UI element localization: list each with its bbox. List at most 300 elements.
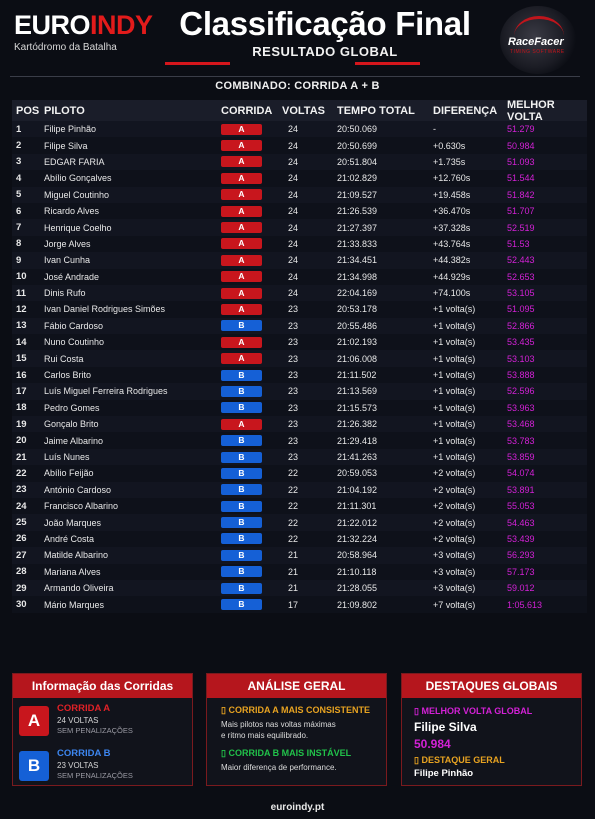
table-row bbox=[12, 531, 587, 547]
logo-euro-text: EURO bbox=[14, 10, 91, 40]
cell-voltas: 23 bbox=[288, 386, 299, 397]
table-body bbox=[12, 121, 587, 613]
cell-corrida bbox=[221, 238, 279, 249]
cell-melhor-volta: 52.866 bbox=[507, 320, 535, 331]
table-header bbox=[12, 100, 587, 121]
cell-pos: 23 bbox=[16, 484, 27, 496]
cell-corrida bbox=[221, 550, 279, 561]
cell-voltas: 21 bbox=[288, 566, 299, 577]
cell-piloto: Armando Oliveira bbox=[44, 583, 114, 594]
cell-voltas: 23 bbox=[288, 304, 299, 315]
cell-diferenca: +1 volta(s) bbox=[433, 320, 476, 331]
cell-corrida bbox=[221, 566, 279, 577]
overall-title: DESTAQUE GERAL bbox=[421, 755, 505, 765]
race-badge: B bbox=[221, 320, 262, 331]
cell-tempo: 21:04.192 bbox=[337, 484, 378, 495]
overall-highlight bbox=[414, 755, 581, 779]
cell-tempo: 21:02.829 bbox=[337, 173, 378, 184]
cell-voltas: 22 bbox=[288, 533, 299, 544]
race-badge: B bbox=[221, 435, 262, 446]
cell-melhor-volta: 57.173 bbox=[507, 566, 535, 577]
table-row bbox=[12, 269, 587, 285]
cell-diferenca: +1 volta(s) bbox=[433, 337, 476, 348]
cell-diferenca: +36.470s bbox=[433, 206, 471, 217]
cell-voltas: 24 bbox=[288, 271, 299, 282]
race-b-badge: B bbox=[19, 751, 49, 781]
combined-label: COMBINADO: CORRIDA A + B bbox=[215, 80, 380, 92]
cell-piloto: João Marques bbox=[44, 517, 102, 528]
cell-melhor-volta: 51.707 bbox=[507, 206, 535, 217]
cell-tempo: 21:29.418 bbox=[337, 435, 378, 446]
cell-piloto: Abílio Feijão bbox=[44, 468, 94, 479]
cell-tempo: 21:32.224 bbox=[337, 533, 378, 544]
race-badge: A bbox=[221, 189, 262, 200]
race-badge: A bbox=[221, 140, 262, 151]
table-row bbox=[12, 514, 587, 530]
cell-voltas: 24 bbox=[288, 124, 299, 135]
table-row bbox=[12, 121, 587, 137]
cell-corrida bbox=[221, 583, 279, 594]
cell-corrida bbox=[221, 533, 279, 544]
cell-piloto: Luís Nunes bbox=[44, 452, 90, 462]
cell-diferenca: +1 volta(s) bbox=[433, 452, 476, 462]
results-table bbox=[12, 100, 587, 613]
race-badge: A bbox=[221, 156, 262, 167]
col-tempo: TEMPO TOTAL bbox=[337, 104, 415, 117]
cell-pos: 9 bbox=[16, 254, 22, 266]
cell-corrida bbox=[221, 370, 279, 381]
cell-voltas: 24 bbox=[288, 288, 299, 299]
cell-melhor-volta: 55.053 bbox=[507, 501, 535, 512]
cell-tempo: 20:58.964 bbox=[337, 550, 378, 561]
table-row bbox=[12, 219, 587, 235]
cell-tempo: 21:09.802 bbox=[337, 599, 378, 610]
header-divider bbox=[10, 76, 580, 77]
cell-voltas: 24 bbox=[288, 206, 299, 217]
cell-diferenca: +3 volta(s) bbox=[433, 566, 476, 577]
table-row bbox=[12, 416, 587, 432]
race-badge: B bbox=[221, 533, 262, 544]
cell-diferenca: +2 volta(s) bbox=[433, 501, 476, 512]
table-row bbox=[12, 547, 587, 563]
cell-melhor-volta: 53.439 bbox=[507, 533, 535, 544]
cell-melhor-volta: 53.888 bbox=[507, 370, 535, 381]
cell-voltas: 23 bbox=[288, 435, 299, 446]
cell-diferenca: +0.630s bbox=[433, 140, 466, 151]
cell-tempo: 21:34.998 bbox=[337, 271, 378, 282]
cell-diferenca: +12.760s bbox=[433, 173, 471, 184]
table-row bbox=[12, 154, 587, 170]
col-piloto: PILOTO bbox=[44, 104, 85, 117]
cell-piloto: Nuno Coutinho bbox=[44, 337, 105, 348]
cell-piloto: Miguel Coutinho bbox=[44, 189, 110, 200]
overall-driver: Filipe Pinhão bbox=[414, 768, 474, 779]
race-badge: B bbox=[221, 566, 262, 577]
cell-piloto: André Costa bbox=[44, 533, 95, 544]
cell-diferenca: - bbox=[433, 124, 436, 135]
cell-pos: 16 bbox=[16, 369, 27, 381]
race-badge: A bbox=[221, 222, 262, 233]
cell-diferenca: +1 volta(s) bbox=[433, 353, 476, 364]
race-badge: A bbox=[221, 288, 262, 299]
cell-voltas: 23 bbox=[288, 370, 299, 381]
cell-corrida bbox=[221, 124, 279, 135]
table-row bbox=[12, 400, 587, 416]
cell-pos: 3 bbox=[16, 156, 22, 168]
table-row bbox=[12, 482, 587, 498]
cell-piloto: Filipe Pinhão bbox=[44, 124, 97, 135]
star-icon: ▯ bbox=[414, 755, 422, 765]
analysis-b-text: Maior diferença de performance. bbox=[221, 763, 337, 772]
cell-pos: 4 bbox=[16, 172, 22, 184]
cell-voltas: 23 bbox=[288, 353, 299, 364]
cell-piloto: Pedro Gomes bbox=[44, 402, 100, 413]
cell-pos: 24 bbox=[16, 500, 27, 512]
cell-corrida bbox=[221, 337, 279, 348]
cell-tempo: 21:06.008 bbox=[337, 353, 378, 364]
race-a-laps: 24 VOLTAS bbox=[57, 716, 99, 725]
cell-diferenca: +1 volta(s) bbox=[433, 370, 476, 381]
race-badge: B bbox=[221, 402, 262, 413]
cell-piloto: Mariana Alves bbox=[44, 566, 101, 577]
cell-piloto: Ivan Daniel Rodrigues Simões bbox=[44, 304, 166, 315]
cell-voltas: 22 bbox=[288, 468, 299, 479]
cell-piloto: Abílio Gonçalves bbox=[44, 173, 112, 184]
cell-tempo: 21:02.193 bbox=[337, 337, 378, 348]
cell-tempo: 21:11.502 bbox=[337, 370, 377, 381]
chart-icon: ▯ bbox=[221, 748, 229, 758]
cell-corrida bbox=[221, 484, 279, 495]
table-row bbox=[12, 350, 587, 366]
cell-melhor-volta: 51.095 bbox=[507, 304, 535, 315]
cell-piloto: Jorge Alves bbox=[44, 238, 91, 249]
table-row bbox=[12, 203, 587, 219]
col-corrida: CORRIDA bbox=[221, 104, 273, 117]
analysis-item-b bbox=[221, 748, 386, 773]
cell-tempo: 21:10.118 bbox=[337, 566, 377, 577]
race-badge: A bbox=[221, 124, 262, 135]
col-melhor-volta: MELHOR VOLTA bbox=[507, 98, 555, 123]
cell-corrida bbox=[221, 189, 279, 200]
cell-diferenca: +2 volta(s) bbox=[433, 533, 476, 544]
cell-diferenca: +37.328s bbox=[433, 222, 471, 233]
table-row bbox=[12, 564, 587, 580]
cell-corrida bbox=[221, 271, 279, 282]
cell-tempo: 21:41.263 bbox=[337, 452, 378, 462]
cell-piloto: José Andrade bbox=[44, 271, 100, 282]
cell-melhor-volta: 51.842 bbox=[507, 189, 535, 200]
race-a-penalties: SEM PENALIZAÇÕES bbox=[57, 726, 133, 735]
table-row bbox=[12, 318, 587, 334]
race-badge: A bbox=[221, 419, 262, 430]
cell-pos: 26 bbox=[16, 533, 27, 545]
cell-melhor-volta: 53.783 bbox=[507, 435, 535, 446]
cell-corrida bbox=[221, 156, 279, 167]
cell-pos: 2 bbox=[16, 140, 22, 152]
race-badge: B bbox=[221, 550, 262, 561]
best-lap-title: MELHOR VOLTA GLOBAL bbox=[421, 706, 533, 716]
cell-diferenca: +2 volta(s) bbox=[433, 517, 476, 528]
cell-melhor-volta: 59.012 bbox=[507, 583, 535, 594]
cell-tempo: 20:53.178 bbox=[337, 304, 378, 315]
race-badge: B bbox=[221, 452, 262, 463]
cell-corrida bbox=[221, 353, 279, 364]
cell-melhor-volta: 53.859 bbox=[507, 452, 535, 462]
cell-corrida bbox=[221, 222, 279, 233]
cell-piloto: Rui Costa bbox=[44, 353, 84, 364]
cell-voltas: 24 bbox=[288, 255, 299, 266]
cell-melhor-volta: 52.596 bbox=[507, 386, 535, 397]
cell-voltas: 24 bbox=[288, 173, 299, 184]
cell-diferenca: +19.458s bbox=[433, 189, 471, 200]
cell-voltas: 21 bbox=[288, 583, 299, 594]
table-row bbox=[12, 465, 587, 481]
cell-pos: 15 bbox=[16, 353, 27, 365]
race-badge: B bbox=[221, 583, 262, 594]
cell-voltas: 24 bbox=[288, 238, 299, 249]
logo-indy-text: INDY bbox=[90, 10, 153, 40]
cell-corrida bbox=[221, 435, 279, 446]
col-pos: POS bbox=[16, 104, 40, 117]
cell-piloto: Mário Marques bbox=[44, 599, 105, 610]
race-badge: A bbox=[221, 238, 262, 249]
race-badge: B bbox=[221, 501, 262, 512]
cell-diferenca: +43.764s bbox=[433, 238, 471, 249]
cell-voltas: 24 bbox=[288, 156, 299, 167]
cell-melhor-volta: 53.435 bbox=[507, 337, 535, 348]
table-row bbox=[12, 383, 587, 399]
cell-tempo: 21:22.012 bbox=[337, 517, 378, 528]
cell-piloto: EDGAR FARIA bbox=[44, 156, 105, 167]
table-row bbox=[12, 301, 587, 317]
cell-tempo: 20:59.053 bbox=[337, 468, 378, 479]
cell-voltas: 22 bbox=[288, 501, 299, 512]
table-row bbox=[12, 236, 587, 252]
cell-pos: 25 bbox=[16, 517, 27, 529]
col-diferenca: DIFERENÇA bbox=[433, 104, 498, 117]
cell-pos: 29 bbox=[16, 582, 27, 594]
cell-corrida bbox=[221, 402, 279, 413]
title-accent-left bbox=[165, 62, 230, 65]
euroindy-logo bbox=[14, 10, 153, 53]
race-info-title: Informação das Corridas bbox=[13, 674, 192, 698]
cell-pos: 12 bbox=[16, 303, 27, 315]
table-row bbox=[12, 334, 587, 350]
cell-melhor-volta: 56.293 bbox=[507, 550, 535, 561]
cell-piloto: Jaime Albarino bbox=[44, 435, 104, 446]
cell-corrida bbox=[221, 206, 279, 217]
race-badge: A bbox=[221, 337, 262, 348]
cell-piloto: Fábio Cardoso bbox=[44, 320, 104, 331]
cell-corrida bbox=[221, 599, 279, 610]
cell-piloto: Henrique Coelho bbox=[44, 222, 112, 233]
cell-tempo: 22:04.169 bbox=[337, 288, 378, 299]
best-lap-time: 50.984 bbox=[414, 737, 451, 751]
cell-corrida bbox=[221, 419, 279, 430]
cell-pos: 20 bbox=[16, 435, 27, 447]
racefacer-logo bbox=[500, 6, 576, 74]
cell-corrida bbox=[221, 501, 279, 512]
cell-voltas: 24 bbox=[288, 140, 299, 151]
analysis-a-text-2: e ritmo mais equilibrado. bbox=[221, 731, 309, 740]
cell-tempo: 21:13.569 bbox=[337, 386, 378, 397]
cell-pos: 18 bbox=[16, 402, 27, 414]
analysis-a-text-1: Mais pilotos nas voltas máximas bbox=[221, 720, 336, 729]
cell-pos: 27 bbox=[16, 549, 27, 561]
title-accent-right bbox=[355, 62, 420, 65]
analysis-item-a bbox=[221, 705, 386, 741]
cell-piloto: Dinis Rufo bbox=[44, 288, 86, 299]
table-row bbox=[12, 596, 587, 612]
cell-melhor-volta: 54.463 bbox=[507, 517, 535, 528]
cell-melhor-volta: 53.105 bbox=[507, 288, 535, 299]
cell-melhor-volta: 52.519 bbox=[507, 222, 535, 233]
cell-voltas: 24 bbox=[288, 189, 299, 200]
cell-diferenca: +1 volta(s) bbox=[433, 419, 476, 430]
race-b-laps: 23 VOLTAS bbox=[57, 761, 99, 770]
race-badge: B bbox=[221, 517, 262, 528]
cell-piloto: Filipe Silva bbox=[44, 140, 88, 151]
table-row bbox=[12, 367, 587, 383]
analysis-a-title: CORRIDA A MAIS CONSISTENTE bbox=[228, 705, 370, 715]
cell-piloto: Matilde Albarino bbox=[44, 550, 109, 561]
cell-melhor-volta: 53.891 bbox=[507, 484, 535, 495]
cell-voltas: 24 bbox=[288, 222, 299, 233]
race-badge: A bbox=[221, 206, 262, 217]
race-badge: B bbox=[221, 370, 262, 381]
highlights-title: DESTAQUES GLOBAIS bbox=[402, 674, 581, 698]
analysis-panel bbox=[206, 673, 387, 786]
cell-diferenca: +2 volta(s) bbox=[433, 468, 476, 479]
table-row bbox=[12, 170, 587, 186]
cell-pos: 1 bbox=[16, 123, 22, 135]
cell-voltas: 21 bbox=[288, 550, 299, 561]
table-row bbox=[12, 285, 587, 301]
race-badge: A bbox=[221, 353, 262, 364]
cell-pos: 10 bbox=[16, 271, 27, 283]
title-block bbox=[150, 4, 500, 59]
cell-pos: 17 bbox=[16, 385, 27, 397]
table-row bbox=[12, 580, 587, 596]
cell-piloto: Carlos Brito bbox=[44, 370, 92, 381]
cell-tempo: 20:51.804 bbox=[337, 156, 378, 167]
cell-voltas: 23 bbox=[288, 419, 299, 430]
cell-diferenca: +3 volta(s) bbox=[433, 550, 476, 561]
table-row bbox=[12, 449, 587, 465]
race-badge: A bbox=[221, 255, 262, 266]
highlights-panel bbox=[401, 673, 582, 786]
race-badge: B bbox=[221, 468, 262, 479]
race-a-name: CORRIDA A bbox=[57, 703, 111, 714]
race-a-info bbox=[19, 703, 192, 743]
table-row bbox=[12, 187, 587, 203]
cell-corrida bbox=[221, 320, 279, 331]
track-name: Kartódromo da Batalha bbox=[14, 42, 117, 53]
cell-pos: 14 bbox=[16, 336, 27, 348]
cell-diferenca: +1 volta(s) bbox=[433, 435, 476, 446]
cell-melhor-volta: 1:05.613 bbox=[507, 599, 543, 610]
race-info-panel bbox=[12, 673, 193, 786]
cell-diferenca: +74.100s bbox=[433, 288, 471, 299]
cell-diferenca: +7 volta(s) bbox=[433, 599, 476, 610]
cell-voltas: 22 bbox=[288, 517, 299, 528]
page-subtitle: RESULTADO GLOBAL bbox=[252, 44, 398, 59]
cell-corrida bbox=[221, 255, 279, 266]
cell-piloto: Francisco Albarino bbox=[44, 501, 119, 512]
cell-piloto: António Cardoso bbox=[44, 484, 112, 495]
cell-pos: 28 bbox=[16, 566, 27, 578]
cell-corrida bbox=[221, 140, 279, 151]
cell-pos: 13 bbox=[16, 320, 27, 332]
racefacer-logo-sub: TIMING SOFTWARE bbox=[510, 49, 565, 55]
cell-pos: 11 bbox=[16, 287, 27, 299]
cell-corrida bbox=[221, 173, 279, 184]
cell-melhor-volta: 51.279 bbox=[507, 124, 535, 135]
cell-tempo: 20:55.486 bbox=[337, 320, 378, 331]
cell-corrida bbox=[221, 288, 279, 299]
cell-pos: 19 bbox=[16, 418, 27, 430]
table-row bbox=[12, 137, 587, 153]
cell-diferenca: +1 volta(s) bbox=[433, 402, 476, 413]
best-lap-highlight bbox=[414, 706, 581, 751]
cell-melhor-volta: 54.074 bbox=[507, 468, 535, 479]
table-row bbox=[12, 498, 587, 514]
cell-pos: 6 bbox=[16, 205, 22, 217]
analysis-title: ANÁLISE GERAL bbox=[207, 674, 386, 698]
stopwatch-icon: ▯ bbox=[414, 706, 422, 716]
col-voltas: VOLTAS bbox=[282, 104, 325, 117]
best-lap-driver: Filipe Silva bbox=[414, 720, 477, 734]
table-row bbox=[12, 432, 587, 448]
cell-voltas: 23 bbox=[288, 402, 299, 413]
cell-melhor-volta: 51.093 bbox=[507, 156, 535, 167]
race-badge: A bbox=[221, 304, 262, 315]
cell-pos: 7 bbox=[16, 222, 22, 234]
footer-url[interactable]: euroindy.pt bbox=[270, 802, 325, 813]
cell-piloto: Ricardo Alves bbox=[44, 206, 100, 217]
cell-tempo: 21:28.055 bbox=[337, 583, 378, 594]
race-badge: A bbox=[221, 271, 262, 282]
cell-corrida bbox=[221, 452, 279, 463]
race-badge: B bbox=[221, 386, 262, 397]
cell-voltas: 17 bbox=[288, 599, 299, 610]
cell-tempo: 20:50.069 bbox=[337, 124, 378, 135]
analysis-b-title: CORRIDA B MAIS INSTÁVEL bbox=[228, 748, 352, 758]
race-b-info bbox=[19, 748, 192, 788]
cell-tempo: 21:26.382 bbox=[337, 419, 378, 430]
cell-diferenca: +1.735s bbox=[433, 156, 466, 167]
page-title: Classificação Final bbox=[179, 5, 471, 42]
cell-piloto: Luís Miguel Ferreira Rodrigues bbox=[44, 386, 168, 397]
cell-voltas: 23 bbox=[288, 320, 299, 331]
header bbox=[0, 0, 595, 78]
table-row bbox=[12, 252, 587, 268]
cell-tempo: 21:15.573 bbox=[337, 402, 378, 413]
race-badge: A bbox=[221, 173, 262, 184]
cell-melhor-volta: 52.653 bbox=[507, 271, 535, 282]
cell-corrida bbox=[221, 304, 279, 315]
cell-pos: 21 bbox=[16, 451, 27, 463]
cell-melhor-volta: 51.53 bbox=[507, 238, 530, 249]
cell-pos: 8 bbox=[16, 238, 22, 250]
race-badge: B bbox=[221, 484, 262, 495]
cell-voltas: 23 bbox=[288, 337, 299, 348]
cell-pos: 30 bbox=[16, 599, 27, 611]
race-badge: B bbox=[221, 599, 262, 610]
cell-melhor-volta: 50.984 bbox=[507, 140, 535, 151]
cell-corrida bbox=[221, 386, 279, 397]
cell-tempo: 20:50.699 bbox=[337, 140, 378, 151]
